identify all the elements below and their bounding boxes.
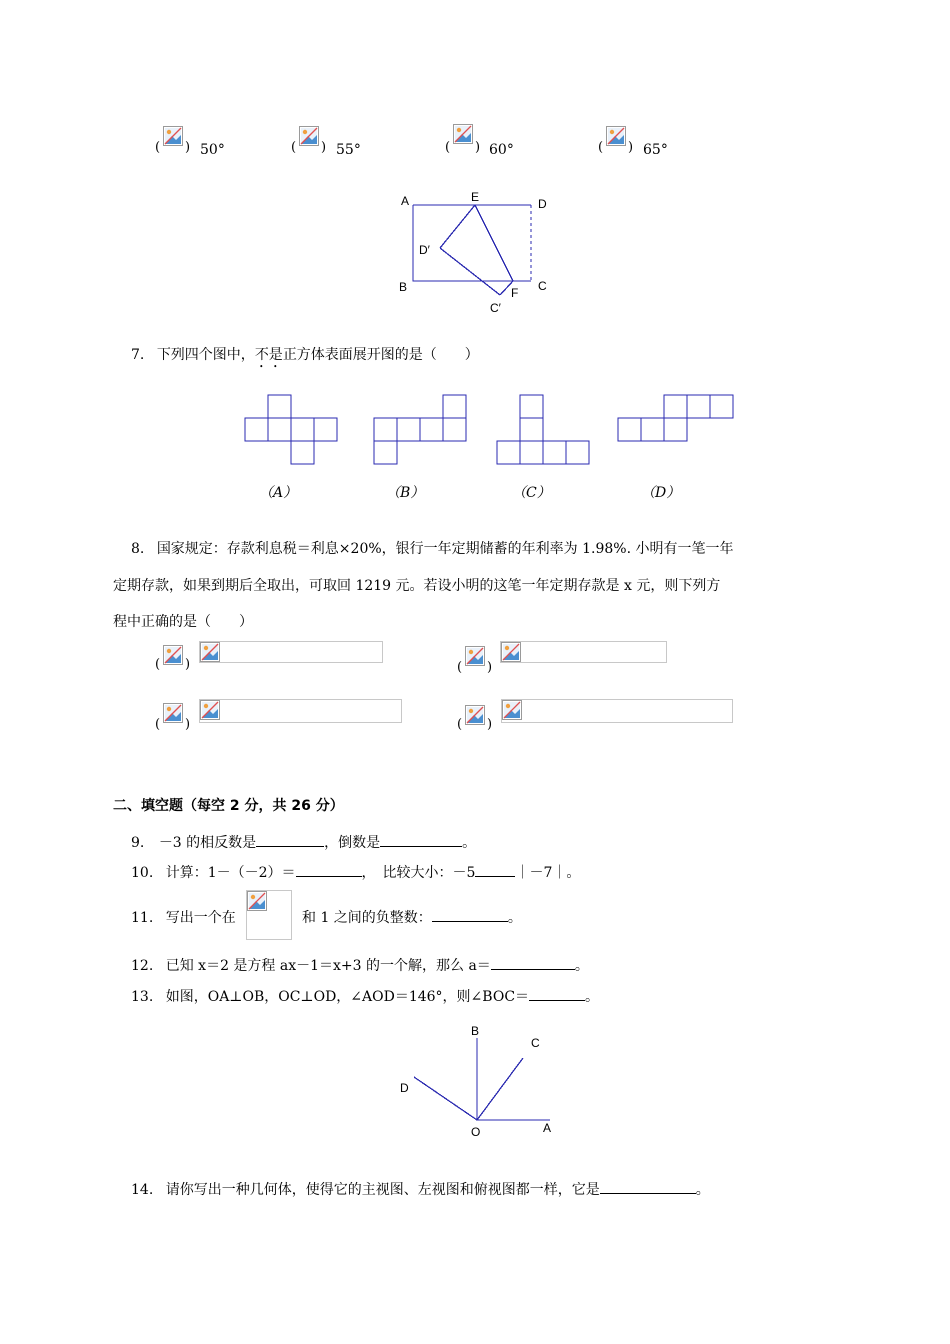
paren-right: ) (185, 140, 191, 155)
label-c-prime: C′ (490, 301, 501, 315)
paren-left: ( (291, 140, 297, 155)
broken-image-icon (453, 124, 473, 144)
paren-right: ) (321, 140, 327, 155)
question-9 (131, 832, 476, 852)
label-a: A (401, 194, 410, 208)
question-7 (131, 344, 479, 371)
label-b: B (399, 280, 408, 294)
paren-right: ) (487, 717, 493, 732)
paren-left: ( (155, 140, 161, 155)
paren-right: ) (487, 660, 493, 675)
broken-image-icon (299, 126, 319, 146)
answer-blank[interactable] (475, 862, 515, 877)
question-text-post: 正方体表面展开图的是（ ） (282, 347, 479, 363)
answer-blank[interactable] (529, 986, 585, 1001)
question-8 (131, 538, 733, 558)
question-text: 。 (585, 989, 600, 1005)
q7-option-b-label: （B） (386, 485, 425, 501)
question-text-emphasis: 不是 (254, 347, 283, 363)
section-title: 二、填空题（每空 2 分，共 26 分） (113, 798, 344, 814)
question-number: 12. (131, 958, 154, 974)
question-text: －3 的相反数是 (158, 835, 257, 851)
question-8-line2: 定期存款，如果到期后全取出，可取回 1219 元。若设小明的这笔一年定期存款是 x 元，则下列方 (113, 578, 721, 594)
label-a: A (543, 1121, 552, 1135)
question-text: 。 (462, 835, 477, 851)
paren-right: ) (628, 140, 634, 155)
answer-blank[interactable] (432, 907, 508, 922)
paren-right: ) (185, 657, 191, 672)
broken-image-icon (163, 645, 183, 665)
question-text-pre: 下列四个图中， (156, 347, 255, 363)
q6-option-value: 60° (489, 142, 514, 158)
broken-image-icon (163, 126, 183, 146)
label-f: F (511, 286, 519, 300)
question-number: 10. (131, 865, 154, 881)
q6-option-value: 65° (643, 142, 668, 158)
question-number: 9. (131, 835, 145, 851)
q8-option-c-image (199, 699, 402, 723)
angle-figure (395, 1020, 565, 1142)
q6-option-value: 50° (200, 142, 225, 158)
answer-blank[interactable] (491, 955, 575, 970)
question-11 (131, 907, 236, 927)
paren-left: ( (445, 140, 451, 155)
paren-left: ( (155, 717, 161, 732)
label-d: D (400, 1081, 409, 1095)
label-e: E (471, 190, 480, 204)
paren-right: ) (475, 140, 481, 155)
q7-option-c-label: （C） (512, 485, 551, 501)
label-b: B (471, 1024, 480, 1038)
answer-blank[interactable] (600, 1179, 696, 1194)
broken-image-icon (465, 705, 485, 725)
q11-image-box (246, 890, 292, 940)
question-text: 计算：1－（－2）＝ (165, 865, 296, 881)
q8-option-d-image (501, 699, 733, 723)
question-text: 请你写出一种几何体，使得它的主视图、左视图和俯视图都一样，它是 (165, 1182, 600, 1198)
broken-image-icon (502, 700, 522, 720)
broken-image-icon (465, 646, 485, 666)
question-number: 7. (131, 347, 145, 363)
rectangle-fold-figure (395, 188, 560, 318)
label-c: C (531, 1036, 540, 1050)
question-number: 14. (131, 1182, 154, 1198)
label-c: C (538, 279, 547, 293)
question-number: 11. (131, 910, 154, 926)
broken-image-icon (163, 703, 183, 723)
question-8-line3: 程中正确的是（ ） (113, 614, 253, 630)
question-text: 和 1 之间的负整数： (302, 910, 432, 926)
question-11-rest (302, 907, 522, 927)
paren-left: ( (457, 660, 463, 675)
question-text: 已知 x＝2 是方程 ax－1＝x+3 的一个解，那么 a＝ (165, 958, 491, 974)
question-text: ， 比较大小：－5 (361, 865, 476, 881)
question-number: 8. (131, 541, 145, 557)
question-text: ，倒数是 (324, 835, 381, 851)
question-12 (131, 955, 589, 975)
broken-image-icon (606, 126, 626, 146)
q8-option-b-image (500, 641, 667, 663)
answer-blank[interactable] (296, 862, 362, 877)
broken-image-icon (501, 642, 521, 662)
paren-left: ( (598, 140, 604, 155)
question-text: 如图，OA⊥OB，OC⊥OD，∠AOD＝146°，则∠BOC＝ (165, 989, 530, 1005)
answer-blank[interactable] (256, 832, 324, 847)
q8-option-a-image (199, 641, 383, 663)
question-text: ｜－7｜。 (515, 865, 581, 881)
q7-option-d-label: （D） (641, 485, 681, 501)
q7-option-a-label: （A） (259, 485, 298, 501)
paren-right: ) (185, 717, 191, 732)
label-d: D (538, 197, 547, 211)
cube-nets-figure (240, 390, 740, 470)
question-text: 写出一个在 (165, 910, 236, 926)
paren-left: ( (155, 657, 161, 672)
question-13 (131, 986, 599, 1006)
label-d-prime: D′ (419, 243, 430, 257)
answer-blank[interactable] (380, 832, 462, 847)
question-number: 13. (131, 989, 154, 1005)
paren-left: ( (457, 717, 463, 732)
question-14 (131, 1179, 710, 1199)
label-o: O (471, 1125, 481, 1139)
question-10 (131, 862, 580, 882)
broken-image-icon (200, 642, 220, 662)
question-text: 。 (695, 1182, 710, 1198)
question-text-line1: 国家规定：存款利息税＝利息×20%，银行一年定期储蓄的年利率为 1.98%. 小明有一笔一年 (156, 541, 734, 557)
broken-image-icon (200, 700, 220, 720)
question-text: 。 (507, 910, 522, 926)
q6-option-value: 55° (336, 142, 361, 158)
broken-image-icon (247, 891, 267, 911)
question-text: 。 (574, 958, 589, 974)
